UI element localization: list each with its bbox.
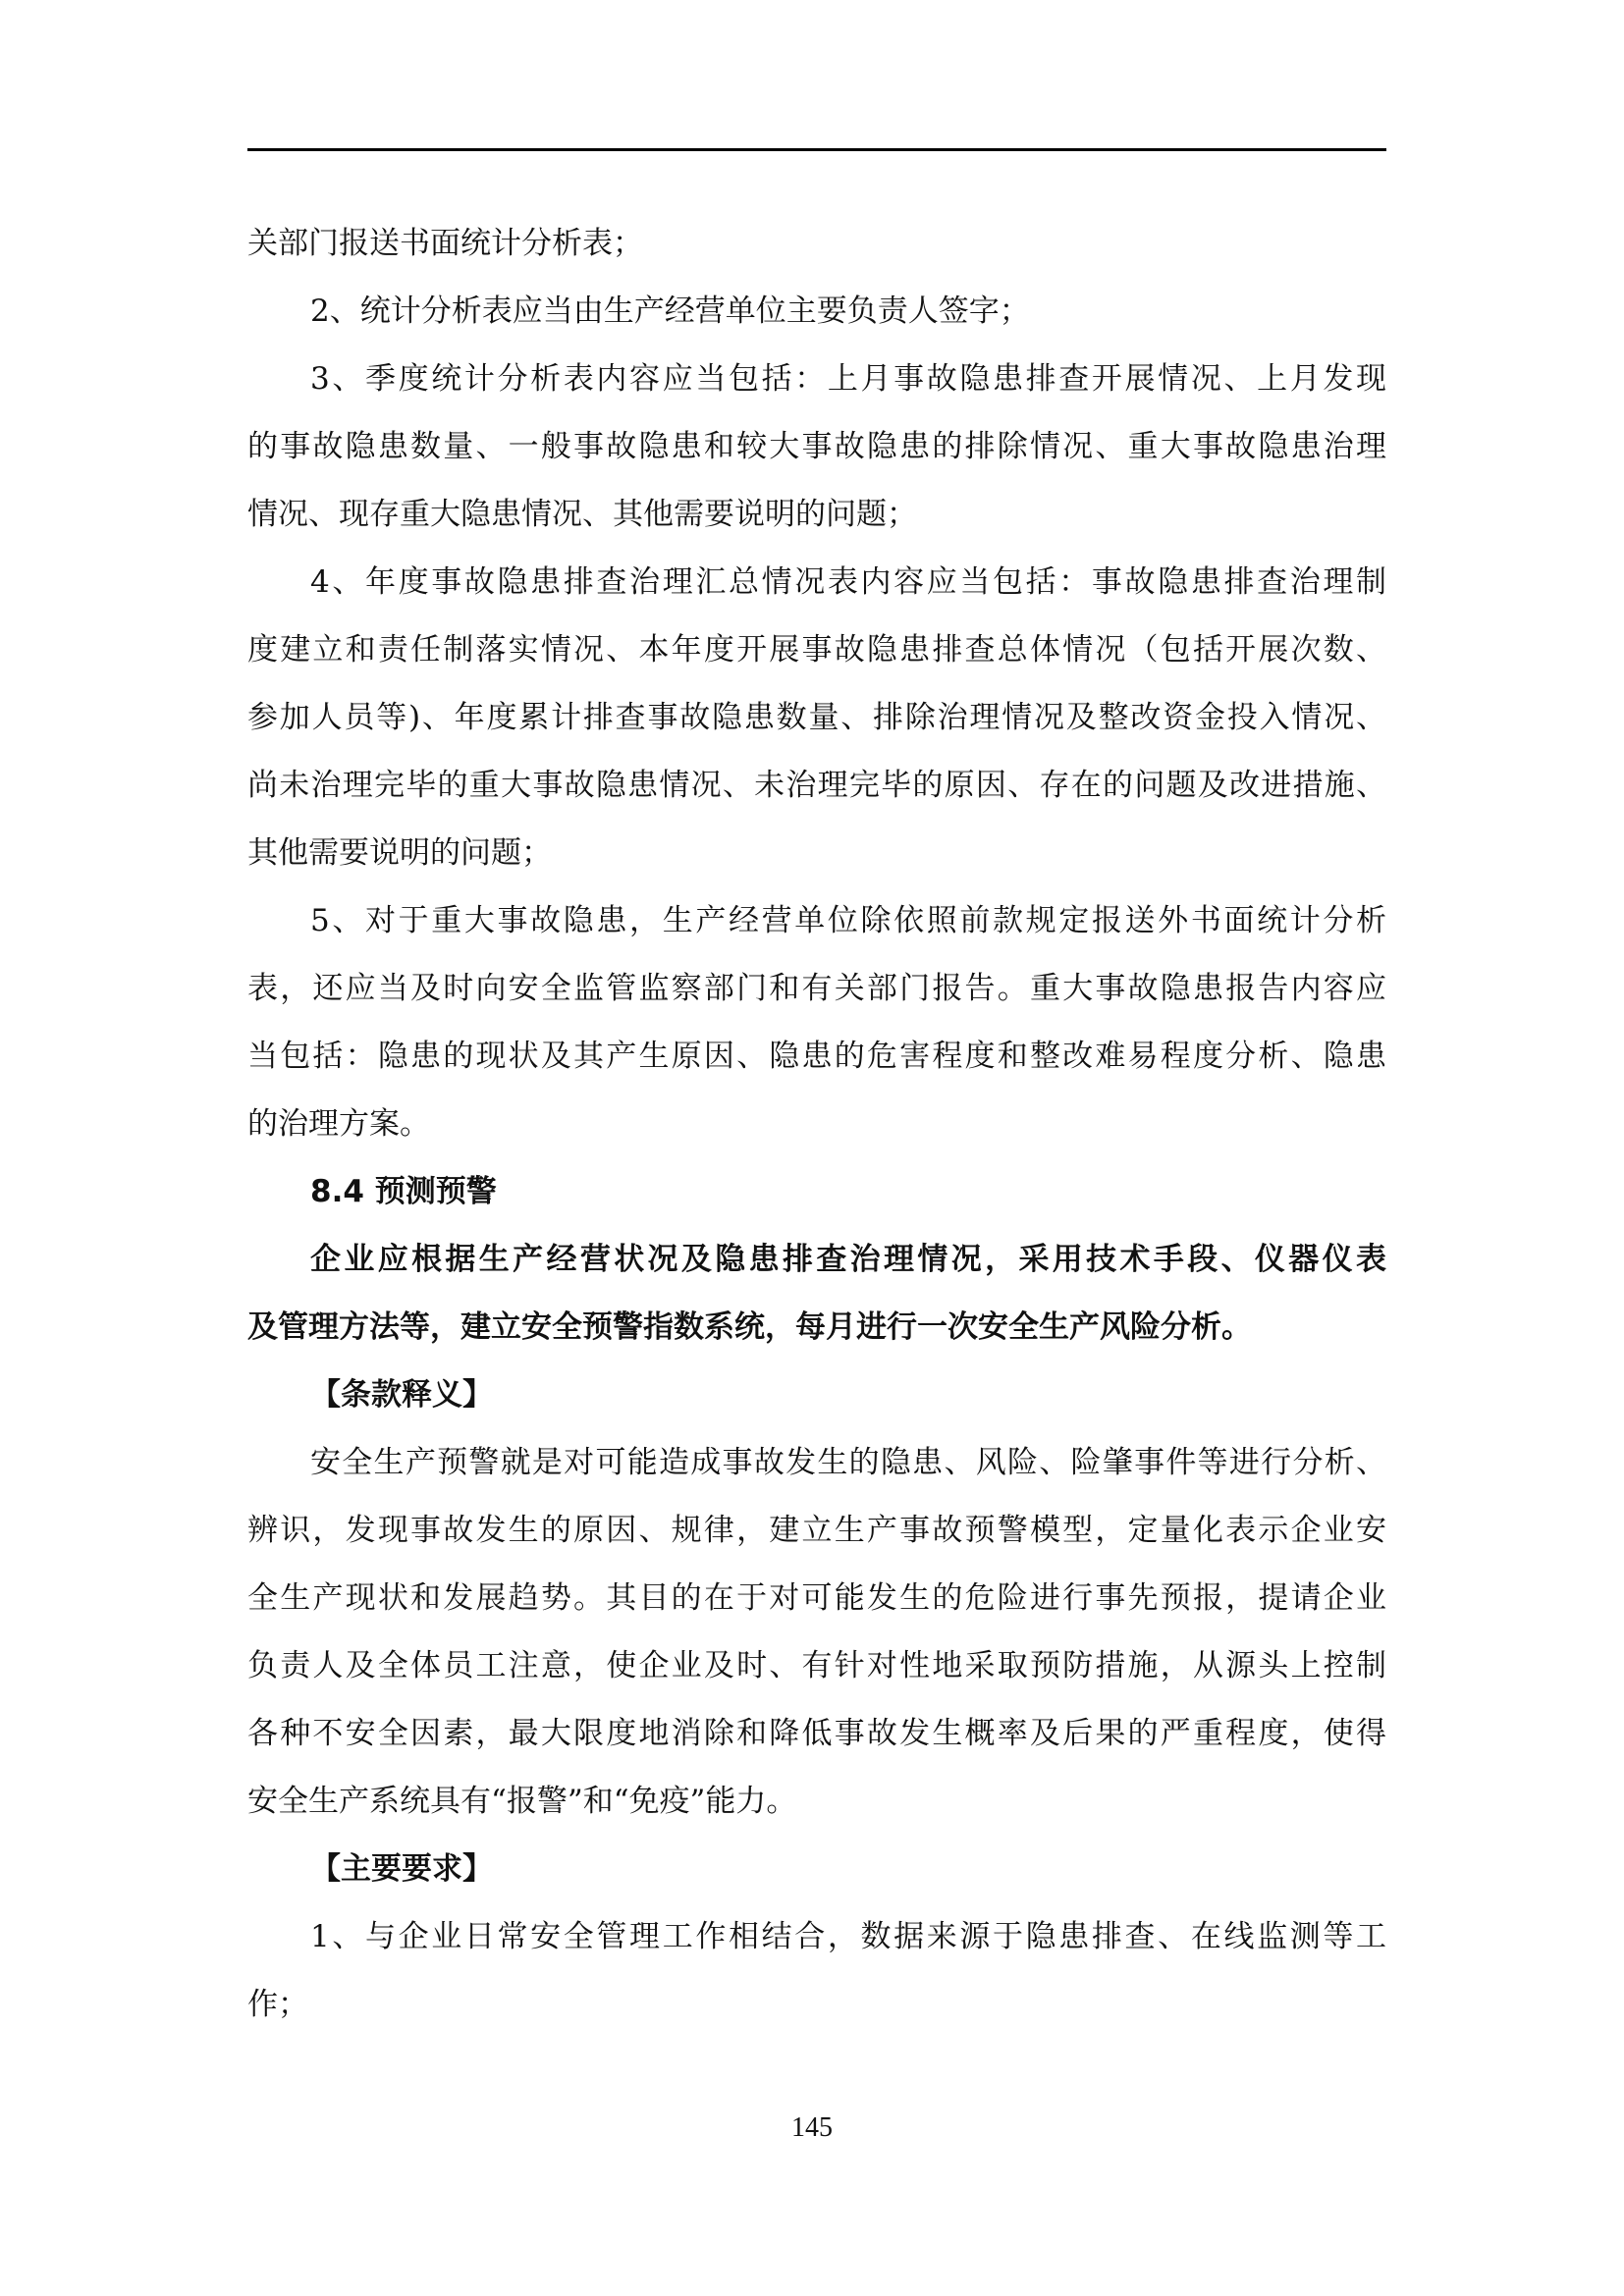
paragraph-line: 的治理方案。: [247, 1106, 430, 1142]
paragraph-line: 其他需要说明的问题；: [247, 835, 552, 871]
paragraph-line: 当包括：隐患的现状及其产生原因、隐患的危害程度和整改难易程度分析、隐患: [247, 1039, 1386, 1074]
paragraph-line: 尚未治理完毕的重大事故隐患情况、未治理完毕的原因、存在的问题及改进措施、: [247, 768, 1386, 803]
page-number: 145: [791, 2112, 833, 2143]
heading-line: 及管理方法等，建立安全预警指数系统，每月进行一次安全生产风险分析。: [247, 1309, 1252, 1345]
heading-line: 【条款释义】: [310, 1377, 493, 1413]
paragraph-line: 情况、现存重大隐患情况、其他需要说明的问题；: [247, 497, 917, 532]
paragraph-line: 4、年度事故隐患排查治理汇总情况表内容应当包括：事故隐患排查治理制: [310, 564, 1386, 600]
paragraph-line: 负责人及全体员工注意，使企业及时、有针对性地采取预防措施，从源头上控制: [247, 1648, 1386, 1683]
paragraph-line: 2、统计分析表应当由生产经营单位主要负责人签字；: [310, 294, 1030, 329]
paragraph-line: 5、对于重大事故隐患，生产经营单位除依照前款规定报送外书面统计分析: [310, 903, 1386, 938]
paragraph-line: 安全生产系统具有“报警”和“免疫”能力。: [247, 1784, 797, 1819]
paragraph-line: 3、季度统计分析表内容应当包括：上月事故隐患排查开展情况、上月发现: [310, 361, 1386, 397]
paragraph-line: 安全生产预警就是对可能造成事故发生的隐患、风险、险肇事件等进行分析、: [310, 1445, 1386, 1480]
paragraph-line: 参加人员等)、年度累计排查事故隐患数量、排除治理情况及整改资金投入情况、: [247, 700, 1386, 735]
document-body: [247, 210, 1386, 2039]
heading-line: 8.4 预测预警: [310, 1174, 497, 1209]
heading-line: 【主要要求】: [310, 1851, 493, 1887]
paragraph-line: 1、与企业日常安全管理工作相结合，数据来源于隐患排查、在线监测等工: [310, 1919, 1386, 1954]
paragraph-line: 关部门报送书面统计分析表；: [247, 226, 643, 261]
paragraph-line: 表，还应当及时向安全监管监察部门和有关部门报告。重大事故隐患报告内容应: [247, 971, 1386, 1006]
paragraph-line: 各种不安全因素，最大限度地消除和降低事故发生概率及后果的严重程度，使得: [247, 1716, 1386, 1751]
paragraph-line: 辨识，发现事故发生的原因、规律，建立生产事故预警模型，定量化表示企业安: [247, 1513, 1386, 1548]
paragraph-line: 全生产现状和发展趋势。其目的在于对可能发生的危险进行事先预报，提请企业: [247, 1580, 1386, 1616]
paragraph-line: 的事故隐患数量、一般事故隐患和较大事故隐患的排除情况、重大事故隐患治理: [247, 429, 1386, 464]
header-rule: [247, 148, 1386, 151]
paragraph-line: 度建立和责任制落实情况、本年度开展事故隐患排查总体情况（包括开展次数、: [247, 632, 1386, 667]
paragraph-line: 作；: [247, 1987, 308, 2022]
heading-line: 企业应根据生产经营状况及隐患排查治理情况，采用技术手段、仪器仪表: [310, 1242, 1386, 1277]
